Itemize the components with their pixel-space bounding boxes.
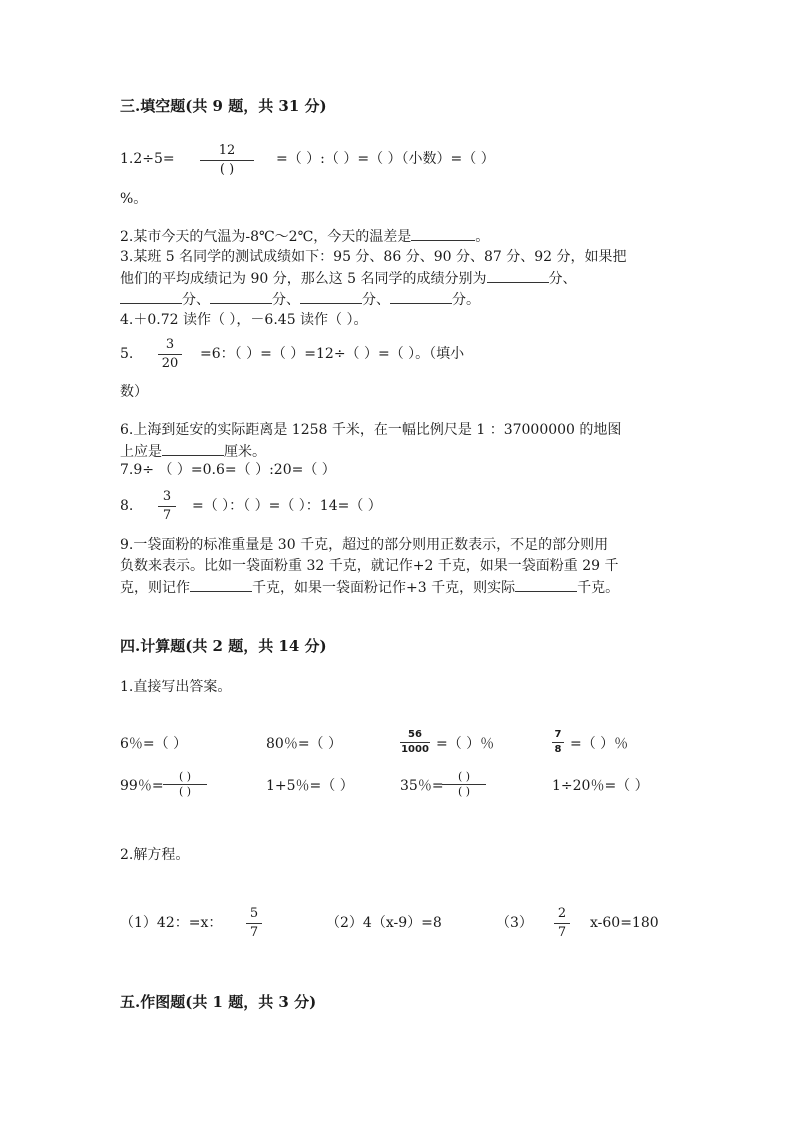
equation-1-denominator: 7: [249, 925, 259, 940]
q5-rest: =6：（ ）=（ ）=12÷（ ）=（ ）。（填小: [200, 346, 465, 362]
q3-line1: 3.某班 5 名同学的测试成绩如下：95 分、86 分、90 分、87 分、92 分，如果把: [120, 249, 627, 265]
calc-r1c4-numerator: 7: [554, 729, 562, 740]
equation-1-fraction: [246, 906, 262, 941]
q8-fraction: [158, 489, 176, 524]
fraction-bar: [158, 506, 176, 507]
q1-wrap: %。: [120, 191, 148, 207]
q8-fraction-denominator: 7: [162, 508, 172, 523]
equation-3-numerator: 2: [557, 906, 567, 921]
equation-3-rest: x-60=180: [590, 915, 659, 931]
fraction-bar: [246, 923, 262, 924]
q3-blank-2[interactable]: [120, 289, 182, 304]
fraction-bar: [554, 923, 570, 924]
q3-unit: 分、: [272, 292, 300, 308]
fraction-bar: [552, 742, 564, 743]
calc-r1c3-numerator: 56: [408, 729, 422, 740]
q8-fraction-numerator: 3: [162, 489, 172, 504]
q7-text: 7.9÷ （ ）=0.6=（ ）:20=（ ）: [120, 462, 336, 478]
q3-unit-end: 分。: [452, 292, 480, 308]
equation-3-fraction: [554, 906, 570, 941]
section-title-drawing: 五.作图题(共 1 题，共 3 分): [120, 993, 317, 1011]
q2-question: 2.某市今天的气温为-8℃～2℃，今天的温差是: [120, 229, 412, 245]
q3-unit: 分、: [182, 292, 210, 308]
q6-line2: [120, 441, 266, 462]
q1-rest: =（ ）:（ ）=（ ）（小数）=（ ）: [276, 151, 495, 167]
q5-fraction: [158, 337, 182, 372]
calc-r2c2: 1+5％=（ ）: [266, 778, 354, 794]
q3-blank-3[interactable]: [210, 289, 272, 304]
equation-1-numerator: 5: [249, 906, 259, 921]
equations-title: 2.解方程。: [120, 847, 190, 863]
calc-r1c3-denominator: 1000: [401, 744, 429, 755]
q8-prefix: 8.: [120, 498, 134, 514]
q5-prefix: 5.: [120, 346, 134, 362]
q6-blank[interactable]: [162, 441, 224, 456]
q9-line1: 9.一袋面粉的标准重量是 30 千克，超过的部分则用正数表示，不足的部分则用: [120, 537, 609, 553]
calc-r2c3-fraction: [442, 771, 486, 798]
calc-r2c4: 1÷20％=（ ）: [552, 778, 649, 794]
q1-fraction: [200, 143, 254, 178]
q2-blank[interactable]: [411, 226, 475, 241]
fraction-bar: [400, 742, 430, 743]
q9-line3-c: 千克。: [577, 580, 620, 596]
q3-unit: 分、: [548, 271, 577, 287]
q6-end: 厘米。: [224, 444, 266, 460]
q6-line1: 6.上海到延安的实际距离是 1258 千米，在一幅比例尺是 1 ：37000000 的地图: [120, 422, 622, 438]
equation-1-prefix: （1）42：=x：: [120, 915, 223, 931]
section-title-calculation: 四.计算题(共 2 题，共 14 分): [120, 637, 327, 655]
q2-end: 。: [475, 229, 490, 245]
fraction-bar: [158, 354, 182, 355]
equation-3-prefix: （3）: [496, 915, 533, 931]
calc-r2c1-numerator: ( ): [178, 770, 192, 783]
calc-r1c3-rest: =（ ）％: [436, 736, 495, 752]
q1-fraction-numerator: 12: [218, 143, 236, 158]
equation-3-denominator: 7: [557, 925, 567, 940]
fraction-bar: [200, 160, 254, 161]
q2-text: [120, 226, 489, 247]
q8-rest: =（ ）：（ ）=（ ）：14=（ ）: [192, 498, 382, 514]
calc-r2c1-denominator: ( ): [178, 785, 192, 798]
q5-fraction-denominator: 20: [161, 356, 179, 371]
q9-line3-b: 千克，如果一袋面粉记作+3 千克，则实际: [252, 580, 516, 596]
q1-fraction-denominator: ( ): [219, 162, 235, 177]
calc-r2c1-prefix: 99％=: [120, 778, 164, 794]
q3-blank-1[interactable]: [487, 268, 549, 283]
q4-text: 4.＋0.72 读作（ ），－6.45 读作（ ）。: [120, 312, 368, 328]
q5-wrap: 数）: [120, 384, 148, 400]
q3-blank-5[interactable]: [390, 289, 452, 304]
calc-r2c1-fraction: [163, 771, 207, 798]
q1-prefix: 1.2÷5=: [120, 151, 175, 167]
calc-r1c1: 6％=（ ）: [120, 736, 188, 752]
calc-r2c3-numerator: ( ): [457, 770, 471, 783]
q9-blank-1[interactable]: [190, 577, 252, 592]
q3-line2: [120, 268, 577, 289]
equation-2: （2）4（x-9）=8: [326, 915, 442, 931]
calc-r1c4-rest: =（ ）％: [570, 736, 629, 752]
calc-r1c4-denominator: 8: [554, 744, 562, 755]
q5-fraction-numerator: 3: [165, 337, 175, 352]
q3-line2-text: 他们的平均成绩记为 90 分，那么这 5 名同学的成绩分别为: [120, 271, 487, 287]
calc-r1c2: 80％=（ ）: [266, 736, 342, 752]
calc-title: 1.直接写出答案。: [120, 679, 232, 695]
calc-r1c4-fraction: [552, 729, 564, 756]
calc-r2c3-prefix: 35％=: [400, 778, 444, 794]
calc-r2c3-denominator: ( ): [457, 785, 471, 798]
q3-unit: 分、: [362, 292, 390, 308]
q9-blank-2[interactable]: [515, 577, 577, 592]
calc-r1c3-fraction: [400, 729, 430, 756]
q9-line3: [120, 577, 619, 598]
q9-line2: 负数来表示。比如一袋面粉重 32 千克，就记作+2 千克，如果一袋面粉重 29 千: [120, 558, 619, 574]
q6-line2-text: 上应是: [120, 444, 162, 460]
section-title-fill-blank: 三.填空题(共 9 题，共 31 分): [120, 97, 327, 115]
q3-blank-4[interactable]: [300, 289, 362, 304]
q3-line3: [120, 289, 480, 310]
q9-line3-a: 克，则记作: [120, 580, 190, 596]
